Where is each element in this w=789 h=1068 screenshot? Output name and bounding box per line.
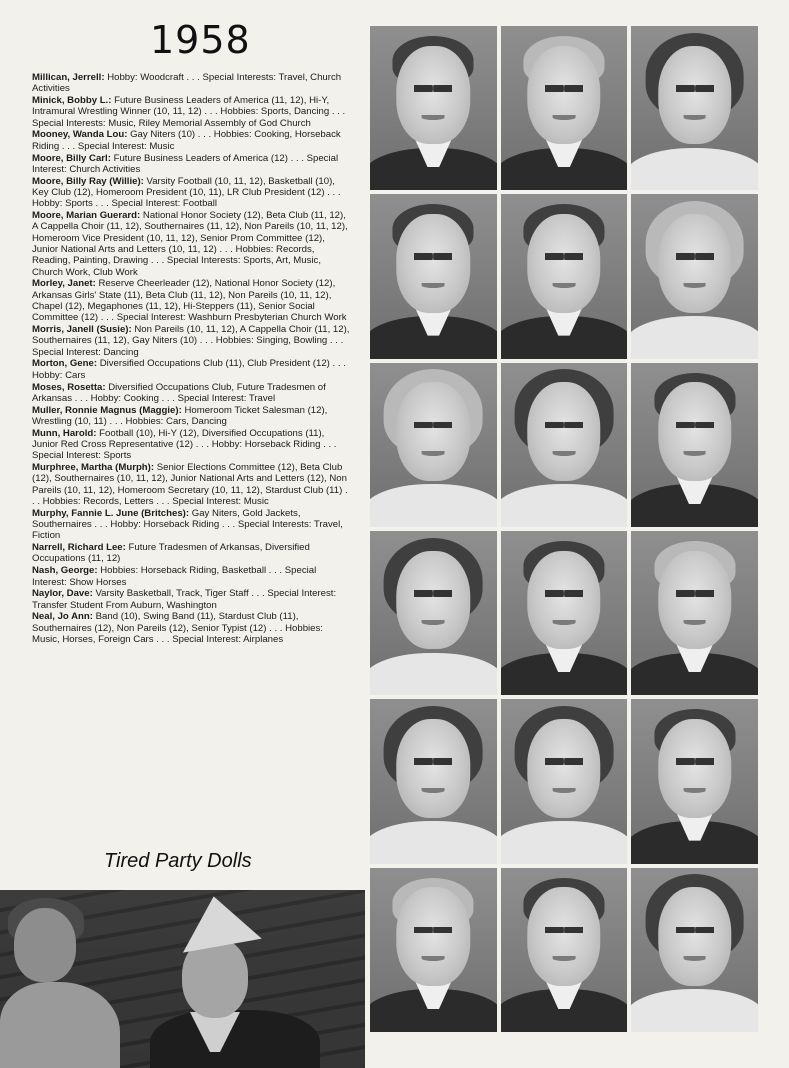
entry-text: Diversified Occupations Club (11), Club President (12) . . . Hobby: Cars [32,358,346,381]
student-portrait [501,531,628,695]
entry-name: Munn, Harold: [32,427,97,439]
portrait-head [397,46,470,145]
portrait-head [527,719,600,818]
portrait-head [658,46,731,145]
entry-name: Murphy, Fannie L. June (Britches): [32,507,190,519]
entry-name: Millican, Jerrell: [32,72,105,83]
entry-text: Varsity Football (10, 11, 12), Basketball (10), Key Club (12), Homeroom President (10, 11), LR Club President (12) . . . Hobby: Sports . . . Special Interest: Football [32,175,341,210]
student-portrait [501,363,628,527]
portrait-eyes [414,85,452,92]
portrait-head [397,382,470,481]
entry-name: Mooney, Wanda Lou: [32,129,128,141]
portrait-head [397,887,470,986]
portrait-eyes [676,253,714,260]
portrait-eyes [545,85,583,92]
portrait-shoulders [370,653,497,696]
portrait-eyes [414,422,452,429]
entry-text: Non Pareils (10, 11, 12), A Cappella Choir (11, 12), Southernaires (11, 12), Gay Niters (10) . . . Hobbies: Singing, Bowling . . . Special Interest: Dancing [32,324,350,358]
candid-party-photo [0,890,365,1068]
student-portrait [370,868,497,1032]
portrait-mouth [683,283,706,288]
student-portrait [370,194,497,358]
student-portrait [501,26,628,190]
entry-name: Moore, Marian Guerard: [32,210,141,222]
portrait-eyes [414,758,452,765]
portrait-mouth [683,451,706,456]
student-portrait [501,868,628,1032]
entry-text: Gay Niters (10) . . . Hobbies: Cooking, Horseback Riding . . . Special Interest: Music [32,129,341,152]
portrait-eyes [414,590,452,597]
entry-name: Morris, Janell (Susie): [32,324,132,336]
portrait-mouth [422,451,445,456]
student-portrait [370,531,497,695]
student-portrait [370,26,497,190]
portrait-mouth [422,283,445,288]
portrait-head [527,382,600,481]
student-portrait [631,363,758,527]
portrait-eyes [676,85,714,92]
portrait-shoulders [501,484,628,527]
entry-name: Narrell, Richard Lee: [32,542,126,554]
senior-entry [32,428,352,462]
candid-photo-caption: Tired Party Dolls [104,850,252,872]
student-portrait [370,363,497,527]
portrait-mouth [553,956,576,961]
portrait-eyes [414,927,452,934]
portrait-head [397,551,470,650]
student-portrait [501,194,628,358]
entry-name: Nash, George: [32,565,98,577]
senior-entry [32,611,352,645]
entry-name: Morley, Janet: [32,278,96,290]
portrait-shoulders [370,484,497,527]
senior-entry [32,462,352,507]
portrait-grid [370,26,758,1032]
entry-text: Hobby: Woodcraft . . . Special Interests: Travel, Church Activities [32,72,342,95]
portrait-head [397,214,470,313]
portrait-head [658,719,731,818]
portrait-mouth [422,620,445,625]
portrait-eyes [545,927,583,934]
senior-entry [32,95,352,129]
senior-entry [32,153,352,176]
entry-text: Diversified Occupations Club, Future Tradesmen of Arkansas . . . Hobby: Cooking . . . Special Interest: Travel [32,381,326,404]
portrait-mouth [683,788,706,793]
entry-text: Hobbies: Horseback Riding, Basketball . . . Special Interest: Show Horses [32,565,317,588]
entry-text: Senior Elections Committee (12), Beta Club (12), Southernaires (10, 11, 12), Junior National Arts and Letters (12), Non Pareils (10, 11, 12), Homeroom Secretary (10, 11, 12), Stardust Club (11) . . . Hobbies: Records, Letters . . . Special Interest: Music [32,462,348,507]
senior-entry [32,210,352,278]
senior-entry [32,382,352,405]
senior-entry [32,72,352,95]
portrait-head [527,551,600,650]
student-portrait [631,868,758,1032]
portrait-shoulders [501,821,628,864]
entry-text: Gay Niters, Gold Jackets, Southernaires . . . Hobby: Horseback Riding . . . Special Interests: Travel, Fiction [32,507,343,542]
student-portrait [631,699,758,863]
senior-entry [32,588,352,611]
portrait-mouth [553,115,576,120]
entry-name: Neal, Jo Ann: [32,611,93,623]
senior-entry [32,176,352,210]
portrait-head [658,551,731,650]
entry-text: Varsity Basketball, Track, Tiger Staff . . . Special Interest: Transfer Student From Auburn, Washington [32,588,337,611]
entry-text: Future Business Leaders of America (12) . . . Special Interest: Church Activities [32,152,339,175]
senior-entry [32,324,352,358]
senior-entry [32,508,352,542]
portrait-eyes [545,758,583,765]
girl-face [14,908,76,982]
portrait-eyes [676,927,714,934]
portrait-head [397,719,470,818]
portrait-eyes [414,253,452,260]
portrait-eyes [676,422,714,429]
student-portrait [631,194,758,358]
portrait-head [527,46,600,145]
entry-name: Muller, Ronnie Magnus (Maggie): [32,404,182,416]
senior-entries [32,72,352,646]
student-portrait [501,699,628,863]
portrait-mouth [683,115,706,120]
entry-name: Minick, Bobby L.: [32,95,112,107]
portrait-shoulders [631,148,758,191]
portrait-mouth [553,620,576,625]
student-portrait [631,26,758,190]
portrait-mouth [683,620,706,625]
entry-name: Morton, Gene: [32,358,98,370]
senior-entry [32,542,352,565]
portrait-mouth [553,451,576,456]
student-portrait [631,531,758,695]
portrait-shoulders [370,821,497,864]
portrait-mouth [553,788,576,793]
senior-entry [32,565,352,588]
entry-text: Future Business Leaders of America (11, 12), Hi-Y, Intramural Wrestling Winner (10, 11, 12) . . . Hobbies: Sports, Dancing . . . Special Interests: Music, Riley Memorial Assembly of God Church [32,95,346,129]
portrait-eyes [676,590,714,597]
senior-entry [32,278,352,323]
portrait-mouth [422,788,445,793]
senior-entry [32,129,352,152]
portrait-head [658,214,731,313]
portrait-eyes [545,253,583,260]
portrait-head [658,887,731,986]
entry-text: Band (10), Swing Band (11), Stardust Club (11), Southernaires (12), Non Pareils (12), Senior Typist (12) . . . Hobbies: Music, Horses, Foreign Cars . . . Special Interest: Airplanes [32,611,323,646]
portrait-mouth [683,956,706,961]
portrait-shoulders [631,316,758,359]
senior-entry [32,405,352,428]
student-portrait [370,699,497,863]
entry-text: National Honor Society (12), Beta Club (11, 12), A Cappella Choir (11, 12), Southernaires (11, 12), Non Pareils (10, 11, 12), Homeroom Vice President (10, 11, 12), Senior Prom Committee (12), Junior National Arts and Letters (10, 11, 12) . . . Hobbies: Records, Reading, Painting, Drawing . . . Special Interests: Sports, Art, Music, Church Work, Club Work [32,210,348,278]
entry-text: Future Tradesmen of Arkansas, Diversified Occupations (11, 12) [32,542,310,565]
portrait-head [658,382,731,481]
portrait-mouth [422,115,445,120]
portrait-mouth [553,283,576,288]
entry-name: Murphree, Martha (Murph): [32,462,155,474]
portrait-eyes [676,758,714,765]
portrait-head [527,214,600,313]
portrait-eyes [545,590,583,597]
entry-name: Moore, Billy Ray (Willie): [32,175,144,187]
entry-name: Moore, Billy Carl: [32,152,111,164]
entry-text: Reserve Cheerleader (12), National Honor Society (12), Arkansas Girls' State (11), Beta Club (11, 12), Non Pareils (10, 11, 12), Chapel (12), Megaphones (11, 12), Hi-Steppers (11), Senior Social Committee (12) . . . Special Interest: Washburn Presbyterian Church Work [32,278,347,324]
senior-entry [32,358,352,381]
entry-name: Moses, Rosetta: [32,381,106,393]
entry-name: Naylor, Dave: [32,588,93,600]
portrait-shoulders [631,989,758,1032]
page-year: 1958 [150,18,251,62]
portrait-eyes [545,422,583,429]
portrait-mouth [422,956,445,961]
entry-text: Homeroom Ticket Salesman (12), Wrestling (10, 11) . . . Hobbies: Cars, Dancing [32,404,328,427]
portrait-head [527,887,600,986]
entry-text: Football (10), Hi-Y (12), Diversified Occupations (11), Junior Red Cross Representative (12) . . . Hobby: Horseback Riding . . . Special Interest: Sports [32,427,337,462]
